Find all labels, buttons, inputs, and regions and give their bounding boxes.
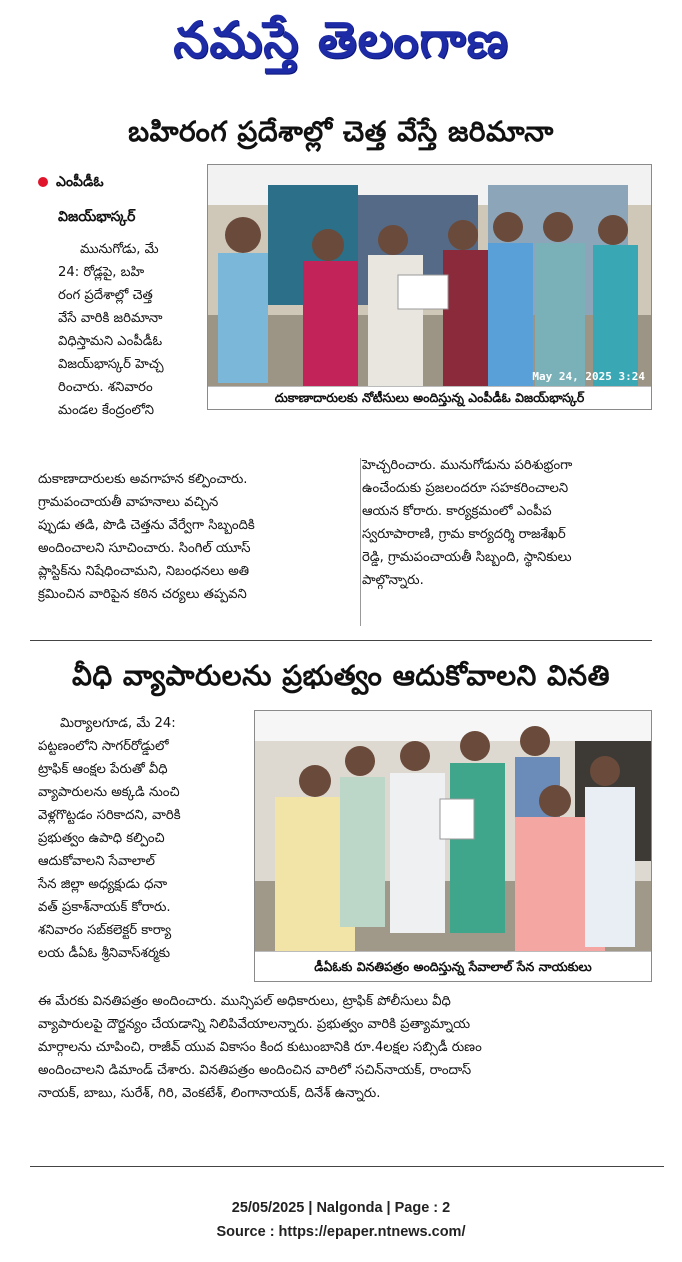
text-line: 24: రోడ్లపై, బహి — [58, 265, 145, 280]
article2-body-column — [38, 990, 652, 1105]
text-line: ప్లాస్టిక్‌ను నిషేధించామని, నిబంధనలు అతి — [38, 564, 250, 579]
text-line: రంగ ప్రదేశాల్లో చెత్త — [58, 288, 153, 303]
text-line: వ్యాపారులను అక్కడి నుంచి — [38, 785, 180, 800]
article1-byline-name: విజయ్‌భాస్కర్ — [58, 209, 136, 225]
text-line: రెడ్డి, గ్రామపంచాయతీ సిబ్బంది, స్థానికులు — [362, 550, 572, 565]
text-line: విధిస్తామని ఎంపీడీఓ — [58, 334, 163, 349]
article1-left-column — [38, 468, 354, 606]
article1-photo — [207, 164, 652, 410]
text-line: ప్రభుత్వం ఉపాధి కల్పించి — [38, 831, 165, 846]
article1-photo-caption: దుకాణాదారులకు నోటీసులు అందిస్తున్న ఎంపీడీఓ విజయ్‌భాస్కర్ — [208, 386, 651, 409]
text-line: స్వరూపారాణి, గ్రామ కార్యదర్శి రాజశేఖర్ — [362, 527, 566, 542]
text-line: వెళ్లగొట్టడం సరికాదని, వారికి — [38, 808, 181, 823]
article1-headline: బహిరంగ ప్రదేశాల్లో చెత్త వేస్తే జరిమానా — [128, 115, 554, 148]
text-line: ట్రాఫిక్ ఆంక్షల పేరుతో వీధి — [38, 762, 168, 777]
text-line: రించారు. శనివారం — [58, 380, 153, 395]
text-line: ఈ మేరకు వినతిపత్రం అందించారు. మున్సిపల్ అధికారులు, ట్రాఫిక్ పోలీసులు వీధి — [38, 994, 451, 1009]
text-line: శనివారం సబ్‌కలెక్టర్ కార్యా — [38, 923, 172, 938]
text-line: ఉంచేందుకు ప్రజలందరూ సహకరించాలని — [362, 481, 569, 496]
text-line: ప్పుడు తడి, పొడి చెత్తను వేర్వేగా సిబ్బందికి — [38, 518, 255, 533]
text-line: హెచ్చరించారు. మునుగోడును పరిశుభ్రంగా — [362, 458, 573, 473]
text-line: మునుగోడు, మే — [80, 242, 159, 257]
text-line: గ్రామపంచాయతీ వాహనాలు వచ్చిన — [38, 495, 219, 510]
text-line: అందించాలని సూచించారు. సింగిల్ యూస్ — [38, 541, 251, 556]
text-line: సేన జిల్లా అధ్యక్షుడు ధనా — [38, 877, 168, 892]
bullet-icon — [38, 177, 48, 187]
footer-divider — [30, 1166, 664, 1167]
text-line: పట్టణంలోని సాగర్‌రోడ్డులో — [38, 739, 169, 754]
masthead — [0, 4, 682, 76]
article2-photo-caption: డీఏఓకు వినతిపత్రం అందిస్తున్న సేవాలాల్ సేన నాయకులు — [255, 951, 651, 982]
text-line: వ్యాపారులపై దౌర్జన్యం చేయడాన్ని నిలిపివేయాలన్నారు. ప్రభుత్వం వారికి ప్రత్యామ్నాయ — [38, 1017, 471, 1032]
article1-byline-designation — [38, 172, 104, 192]
article2-photo-illustration — [255, 711, 651, 951]
text-line: ఆయన కోరారు. కార్యక్రమంలో ఎంపీప — [362, 504, 552, 519]
article2-headline: వీధి వ్యాపారులను ప్రభుత్వం ఆదుకోవాలని వినతి — [72, 659, 610, 692]
photo-timestamp: May 24, 2025 3:24 — [532, 370, 645, 383]
text-line: మిర్యాలగూడ, మే 24: — [60, 716, 176, 731]
footer-date-edition: 25/05/2025 | Nalgonda | Page : 2 — [231, 1200, 451, 1216]
article2-intro-column — [38, 712, 243, 965]
text-line: వత్ ప్రకాశ్‌నాయక్ కోరారు. — [38, 900, 171, 915]
footer-source: Source : https://epaper.ntnews.com/ — [216, 1224, 466, 1240]
text-line: వేసే వారికి జరిమానా — [58, 311, 163, 326]
article-divider — [30, 640, 652, 641]
article2-photo — [254, 710, 652, 982]
column-divider — [360, 458, 361, 626]
text-line: విజయ్‌భాస్కర్ హెచ్చ — [58, 357, 164, 372]
text-line: పాల్గొన్నారు. — [362, 573, 424, 588]
text-line: దుకాణాదారులకు అవగాహన కల్పించారు. — [38, 472, 248, 487]
article1-intro-column — [58, 238, 206, 422]
text-line: మార్గాలను చూపించి, రాజీవ్ యువ వికాసం కింద కుటుంబానికి రూ.4లక్షల సబ్సిడీ రుణం — [38, 1040, 482, 1055]
byline-designation-text: ఎంపీడీఓ — [56, 174, 104, 190]
newspaper-title: నమస్తే తెలంగాణ — [173, 10, 509, 69]
text-line: లయ డీఏఓ శ్రీనివాస్‌శర్మకు — [38, 946, 171, 961]
text-line: మండల కేంద్రంలోని — [58, 403, 155, 418]
text-line: నాయక్, బాబు, సురేశ్, గిరి, వెంకటేశ్, లింగానాయక్, దినేశ్ ఉన్నారు. — [38, 1086, 381, 1101]
article1-right-column — [362, 454, 652, 592]
text-line: క్రమించిన వారిపైన కఠిన చర్యలు తప్పవని — [38, 587, 247, 602]
text-line: అందించాలని డిమాండ్ చేశారు. వినతిపత్రం అందించిన వారిలో సచిన్‌నాయక్, రాందాస్ — [38, 1063, 472, 1078]
text-line: ఆదుకోవాలని సేవాలాల్ — [38, 854, 155, 869]
